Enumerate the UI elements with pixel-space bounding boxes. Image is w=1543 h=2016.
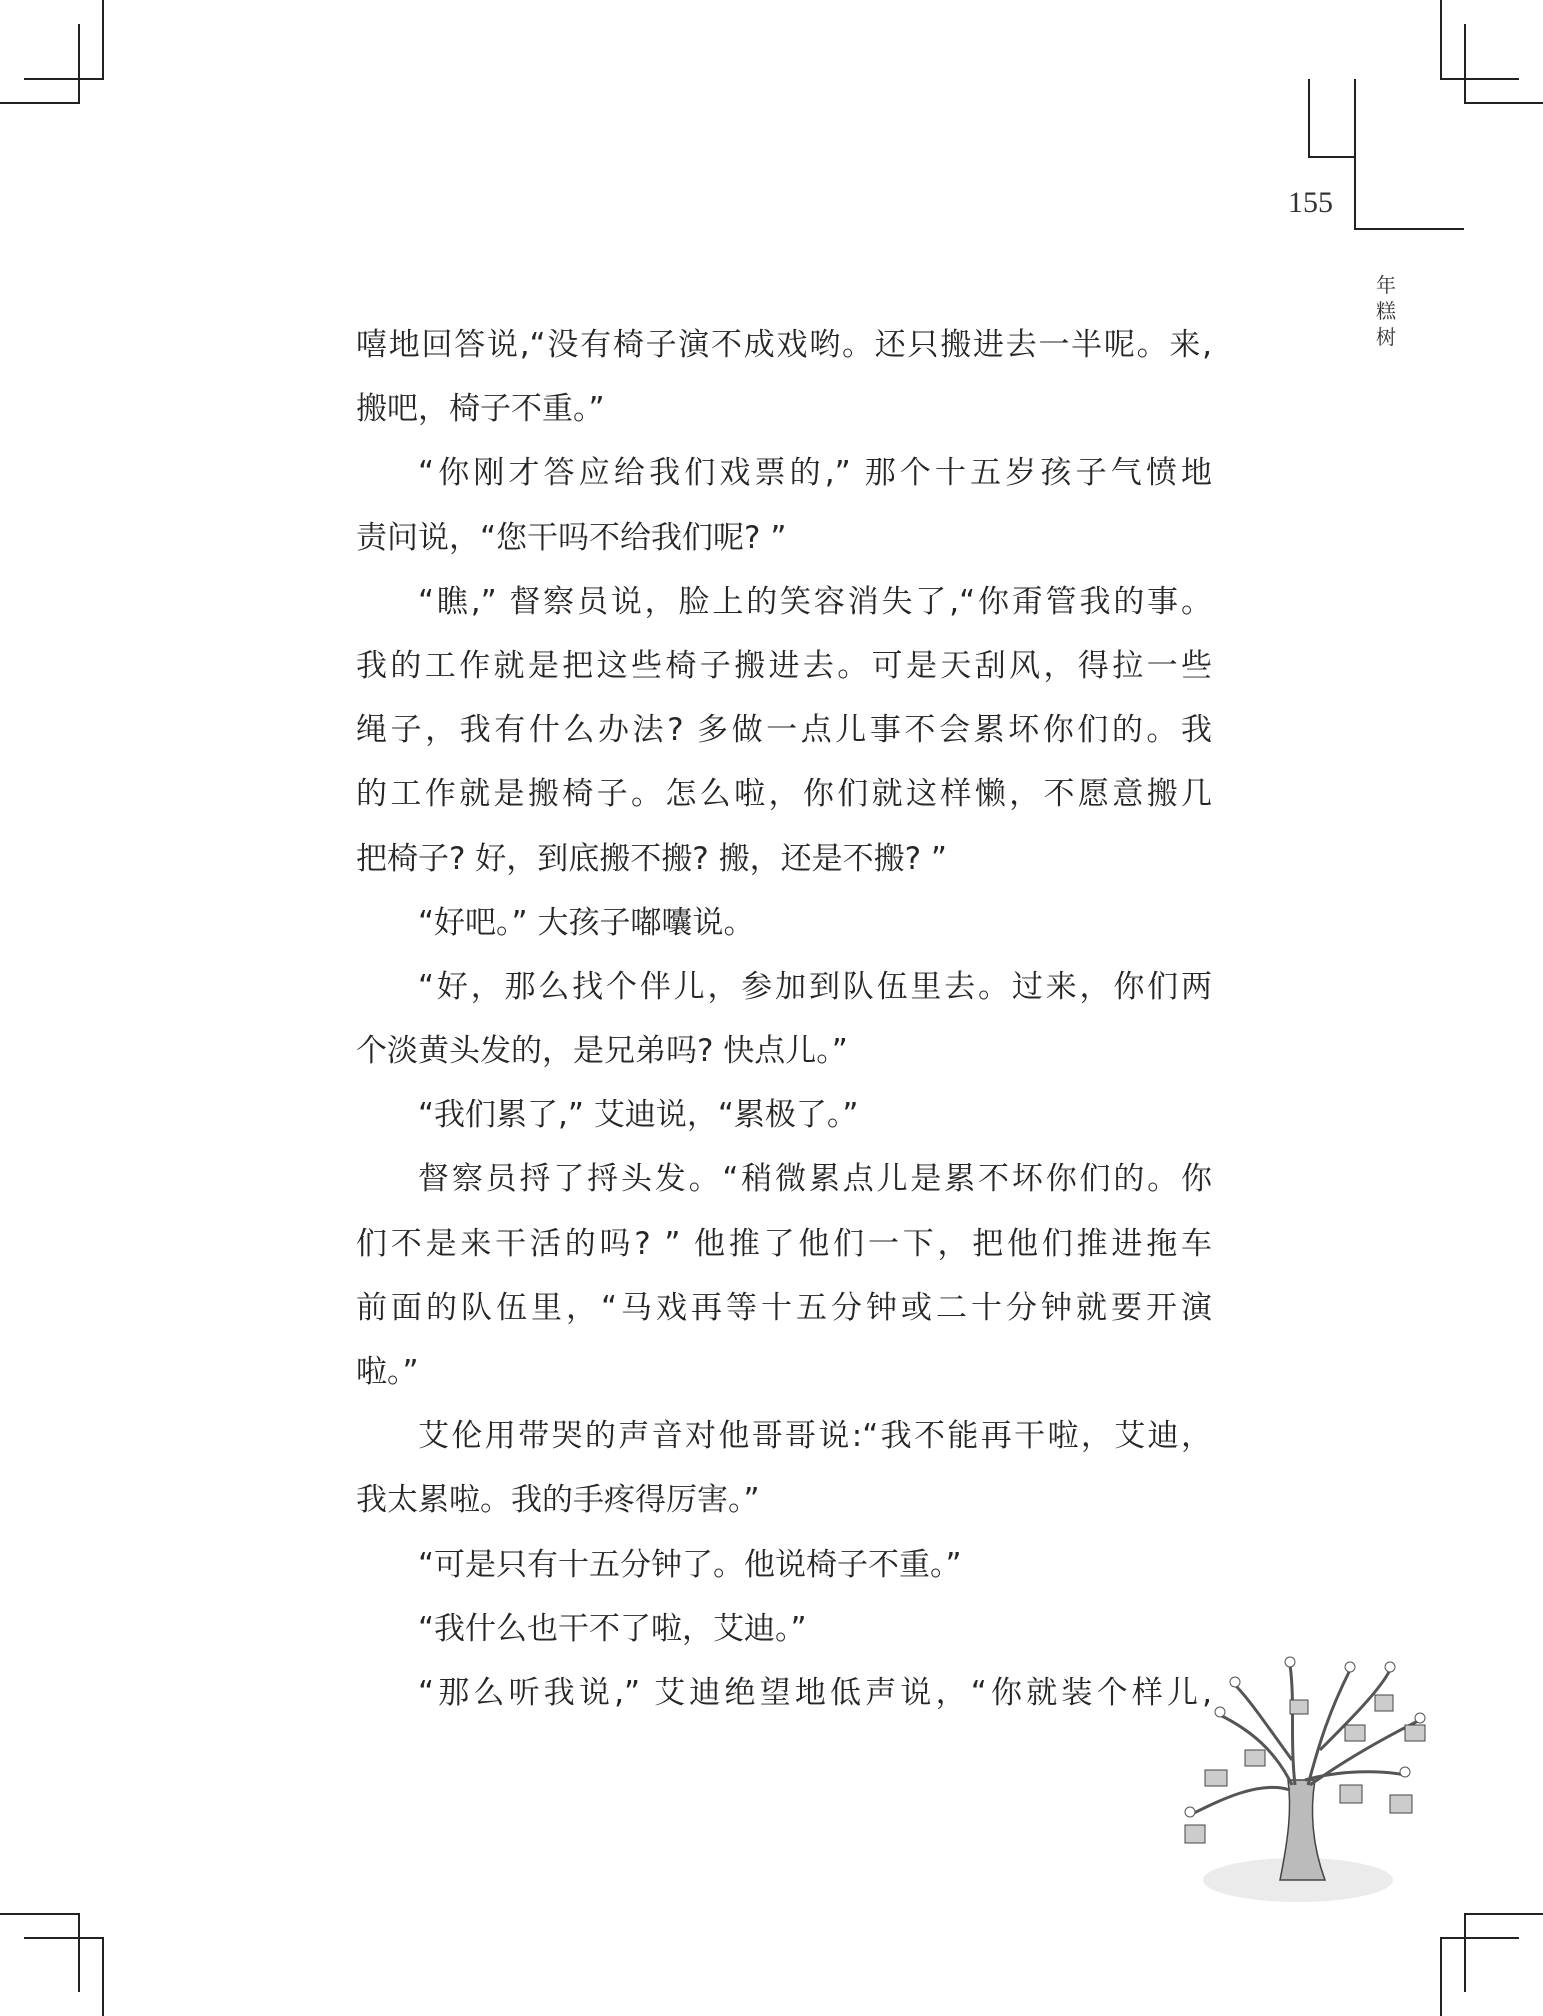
text-line: 艾伦用带哭的声音对他哥哥说:“我不能再干啦，艾迪，: [418, 1418, 1212, 1455]
text-line: “可是只有十五分钟了。他说椅子不重。”: [418, 1546, 962, 1583]
text-line: “我什么也干不了啦，艾迪。”: [418, 1610, 807, 1647]
text-line: “好，那么找个伴儿，参加到队伍里去。过来，你们两: [418, 968, 1212, 1005]
text-line: 我太累啦。我的手疼得厉害。”: [356, 1482, 760, 1519]
text-line: 把椅子? 好，到底搬不搬? 搬，还是不搬? ”: [356, 840, 947, 877]
text-line: “我们累了,” 艾迪说，“累极了。”: [418, 1097, 859, 1134]
running-head: [1374, 272, 1398, 350]
text-line: 我的工作就是把这些椅子搬进去。可是天刮风，得拉一些: [356, 647, 1212, 684]
text-line: 们不是来干活的吗? ” 他推了他们一下，把他们推进拖车: [356, 1225, 1212, 1262]
page-number: 155: [1288, 186, 1333, 219]
running-head-char: 年: [1376, 273, 1396, 297]
body-text: [356, 322, 1212, 1734]
text-line: “那么听我说,” 艾迪绝望地低声说，“你就装个样儿,: [418, 1674, 1212, 1711]
text-line: “你刚才答应给我们戏票的,” 那个十五岁孩子气愤地: [418, 455, 1212, 492]
text-line: 搬吧，椅子不重。”: [356, 391, 605, 428]
text-line: “好吧。” 大孩子嘟囔说。: [418, 904, 755, 941]
text-line: 督察员捋了捋头发。“稍微累点儿是累不坏你们的。你: [418, 1161, 1212, 1198]
tree-illustration: [1180, 1640, 1440, 1920]
text-line: 前面的队伍里，“马戏再等十五分钟或二十分钟就要开演: [356, 1289, 1212, 1326]
text-line: 责问说，“您干吗不给我们呢? ”: [356, 519, 787, 556]
text-line: “瞧,” 督察员说，脸上的笑容消失了,“你甭管我的事。: [418, 583, 1212, 620]
text-line: 的工作就是搬椅子。怎么啦，你们就这样懒，不愿意搬几: [356, 776, 1212, 813]
text-line: 个淡黄头发的，是兄弟吗? 快点儿。”: [356, 1033, 848, 1070]
running-head-char: 糕: [1376, 299, 1396, 323]
running-head-char: 树: [1376, 325, 1396, 349]
text-line: 绳子，我有什么办法? 多做一点儿事不会累坏你们的。我: [356, 712, 1212, 749]
text-line: 啦。”: [356, 1354, 419, 1390]
text-line: 嘻地回答说,“没有椅子演不成戏哟。还只搬进去一半呢。来,: [356, 327, 1212, 363]
